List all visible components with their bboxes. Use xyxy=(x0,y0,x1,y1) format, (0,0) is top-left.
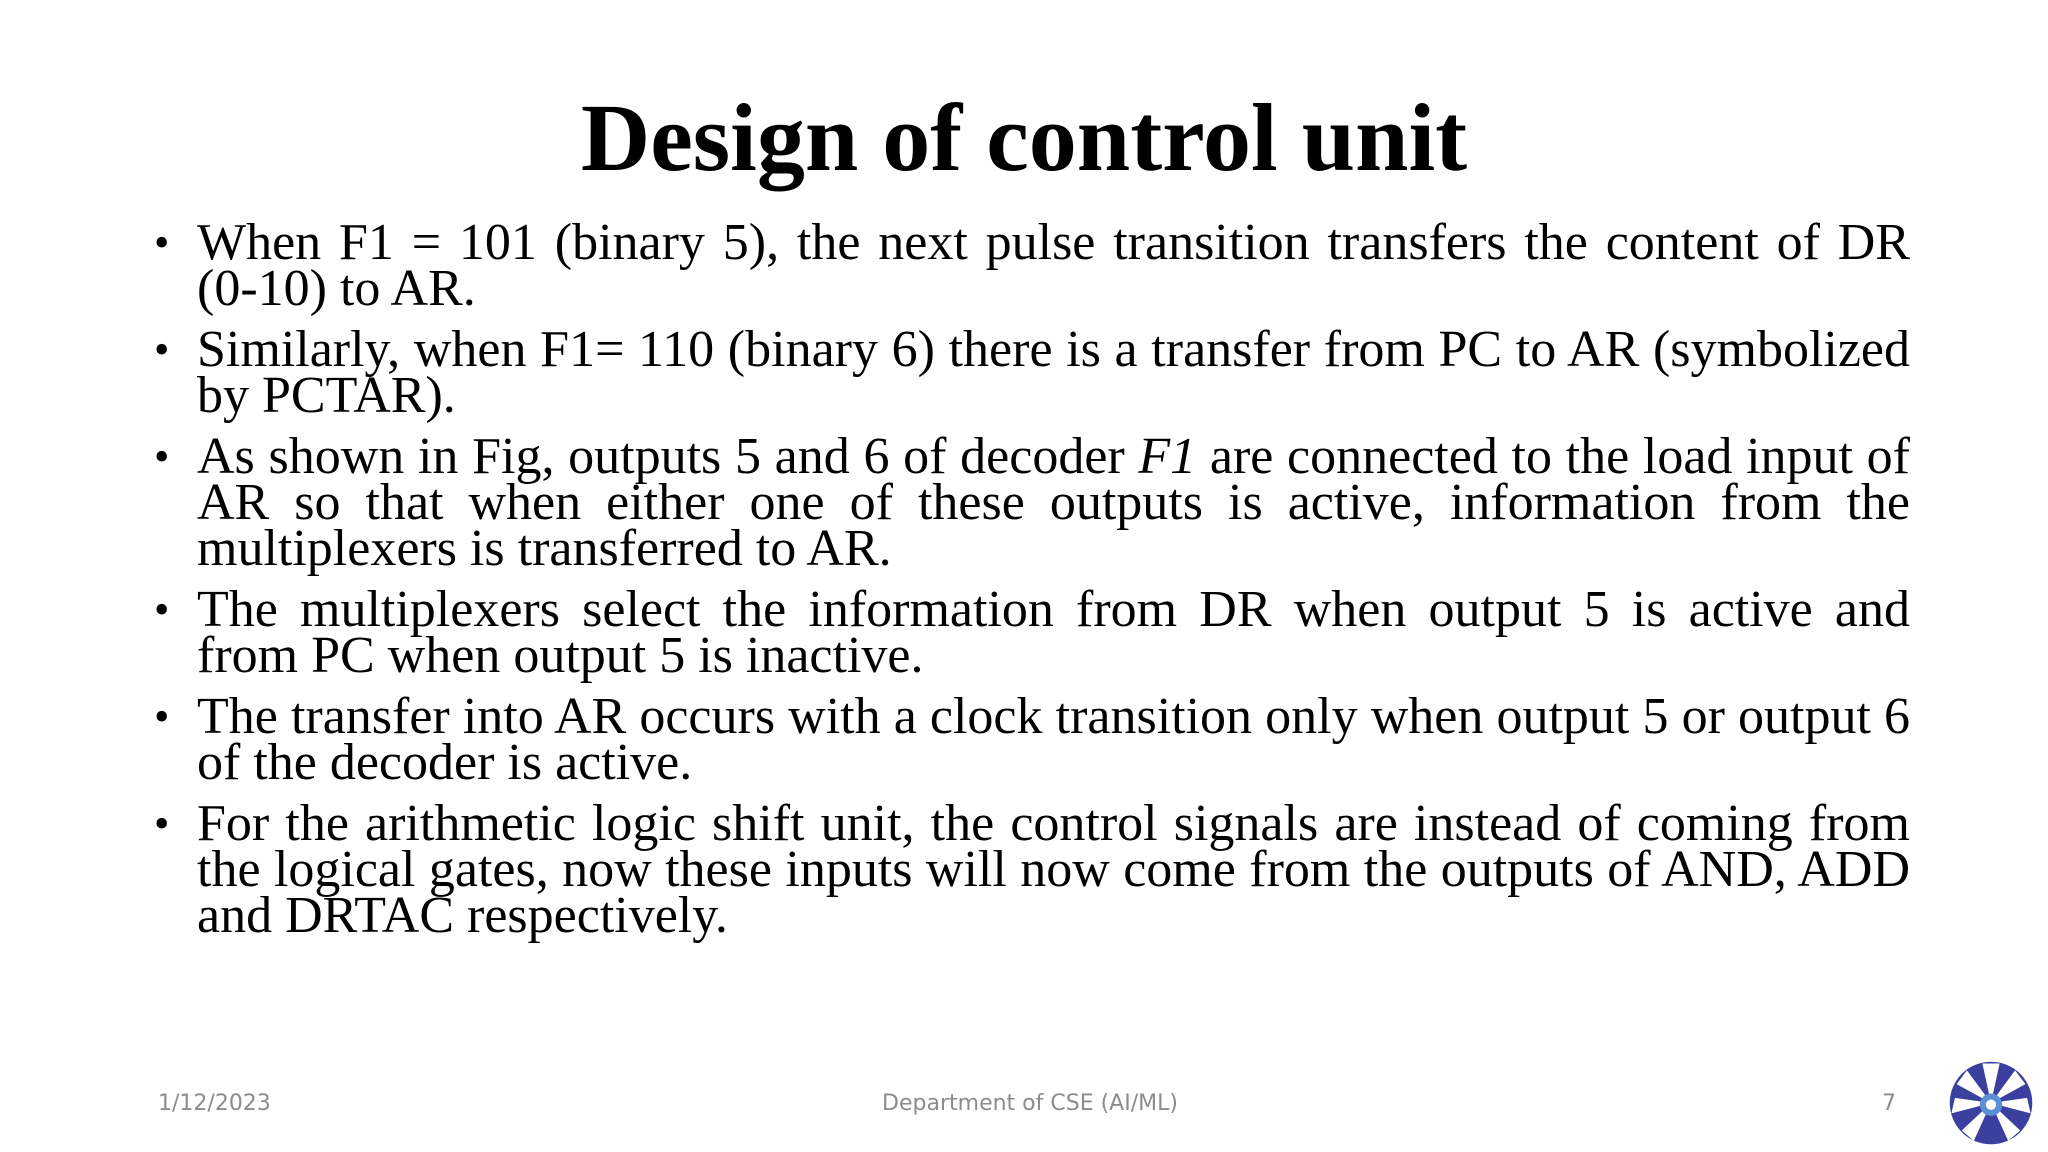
bullet-text-part: As shown in Fig, outputs 5 and 6 of decoder xyxy=(197,428,1139,485)
decoder-name: F1 xyxy=(1138,428,1197,485)
bullet-item xyxy=(152,581,1910,684)
bullet-item xyxy=(152,321,1910,424)
bullet-text: Similarly, when F1= 110 (binary 6) there is a transfer from PC to AR (symbolized by PCTAR). xyxy=(197,321,1910,424)
bullet-item xyxy=(152,795,1910,944)
footer-department: Department of CSE (AI/ML) xyxy=(882,1091,1178,1116)
bullet-list xyxy=(152,214,1910,954)
bullet-item xyxy=(152,428,1910,577)
bullet-text: The multiplexers select the information from DR when output 5 is active and from PC when output 5 is inactive. xyxy=(197,581,1910,684)
bullet-dot-icon: • xyxy=(154,799,170,848)
bullet-dot-icon: • xyxy=(154,585,170,634)
bullet-dot-icon: • xyxy=(154,432,170,481)
bullet-item xyxy=(152,688,1910,791)
bullet-dot-icon: • xyxy=(154,325,170,374)
slide-title: Design of control unit xyxy=(580,84,1468,191)
institution-logo-icon xyxy=(1948,1060,2034,1146)
bullet-text-part: are connected to the load input of AR so that when either one of these outputs is active, information from the multiplexers is transferred to AR. xyxy=(197,428,1910,577)
bullet-text: When F1 = 101 (binary 5), the next pulse transition transfers the content of DR (0-10) to AR. xyxy=(197,214,1910,317)
bullet-text: For the arithmetic logic shift unit, the control signals are instead of coming from the logical gates, now these inputs will now come from the outputs of AND, ADD and DRTAC respectively. xyxy=(197,795,1910,944)
bullet-dot-icon: • xyxy=(154,218,170,267)
footer-page-number: 7 xyxy=(1882,1091,1896,1116)
bullet-text xyxy=(197,428,1910,577)
bullet-item xyxy=(152,214,1910,317)
bullet-dot-icon: • xyxy=(154,692,170,741)
footer-date: 1/12/2023 xyxy=(158,1091,271,1116)
bullet-text: The transfer into AR occurs with a clock transition only when output 5 or output 6 of the decoder is active. xyxy=(197,688,1910,791)
